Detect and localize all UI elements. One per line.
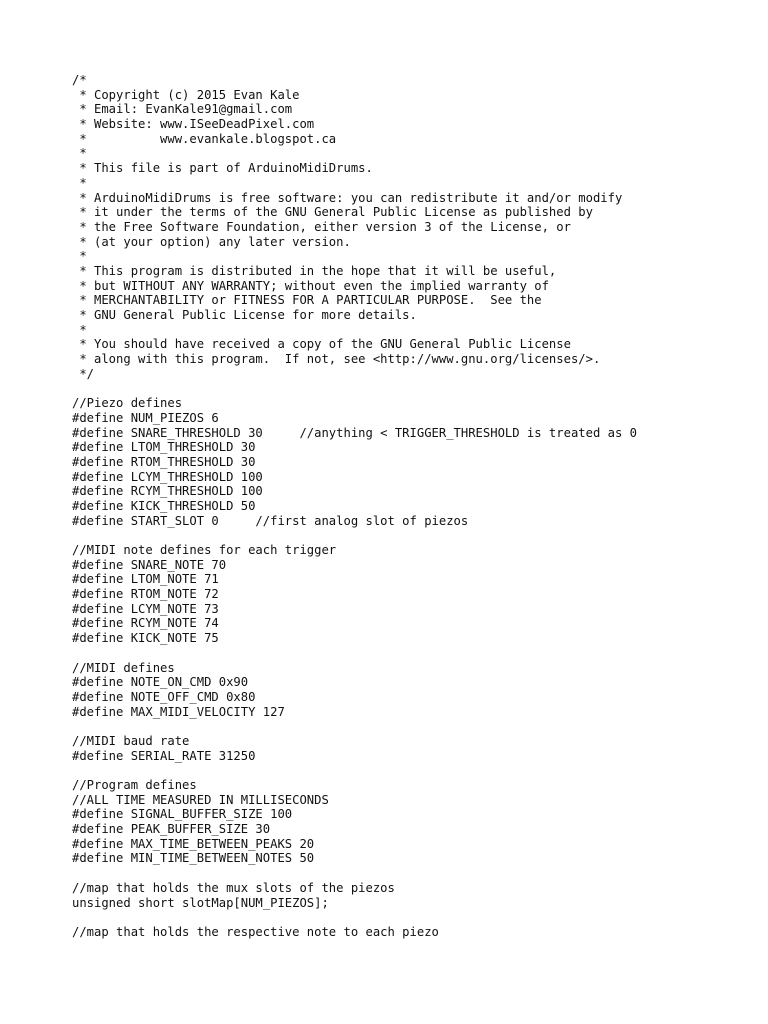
code-line: unsigned short slotMap[NUM_PIEZOS]; (72, 895, 329, 910)
code-line: //Program defines (72, 778, 197, 792)
code-line: #define LTOM_NOTE 71 (72, 572, 219, 587)
code-line: /* (72, 73, 87, 87)
code-line: * it under the terms of the GNU General Public License as published by (72, 205, 593, 220)
code-line: * (72, 322, 87, 337)
code-line: #define PEAK_BUFFER_SIZE 30 (72, 822, 271, 837)
code-line: #define SNARE_THRESHOLD 30 //anything < TRIGGER_THRESHOLD is treated as 0 (72, 425, 637, 440)
code-line: * (72, 175, 87, 190)
code-line: #define LCYM_THRESHOLD 100 (72, 469, 263, 484)
code-line: #define LCYM_NOTE 73 (72, 601, 219, 616)
code-line: * (at your option) any later version. (72, 234, 351, 249)
code-line: //map that holds the respective note to each piezo (72, 924, 439, 939)
code-line: * Copyright (c) 2015 Evan Kale (72, 87, 300, 102)
code-line (72, 910, 752, 925)
code-line: //MIDI defines (72, 660, 175, 675)
code-line: * (72, 146, 87, 161)
code-line: * This file is part of ArduinoMidiDrums. (72, 161, 373, 176)
code-line (72, 528, 752, 543)
code-line: //ALL TIME MEASURED IN MILLISECONDS (72, 792, 329, 807)
code-line: #define MIN_TIME_BETWEEN_NOTES 50 (72, 851, 315, 866)
code-line: * This program is distributed in the hope that it will be useful, (72, 263, 557, 278)
code-line: * (72, 249, 87, 264)
code-line: #define MAX_MIDI_VELOCITY 127 (72, 704, 285, 719)
code-line (72, 646, 752, 661)
code-line: */ (72, 366, 95, 381)
code-line: * but WITHOUT ANY WARRANTY; without even the implied warranty of (72, 278, 549, 293)
code-line: * the Free Software Foundation, either version 3 of the License, or (72, 219, 571, 234)
code-line: //MIDI note defines for each trigger (72, 543, 337, 557)
code-line: #define KICK_NOTE 75 (72, 631, 219, 646)
code-line: #define MAX_TIME_BETWEEN_PEAKS 20 (72, 836, 315, 851)
code-line: //Piezo defines (72, 396, 183, 411)
code-line: * along with this program. If not, see <http://www.gnu.org/licenses/>. (72, 352, 601, 367)
code-line: * GNU General Public License for more details. (72, 308, 417, 322)
code-line: * Website: www.ISeeDeadPixel.com (72, 117, 315, 132)
code-line: //MIDI baud rate (72, 733, 190, 748)
code-line: * MERCHANTABILITY or FITNESS FOR A PARTICULAR PURPOSE. See the (72, 293, 542, 308)
code-line: #define NUM_PIEZOS 6 (72, 410, 219, 425)
code-line: #define NOTE_ON_CMD 0x90 (72, 675, 249, 690)
code-line: #define RCYM_THRESHOLD 100 (72, 484, 263, 499)
code-line: #define RTOM_NOTE 72 (72, 587, 219, 602)
code-line (72, 381, 752, 396)
code-line: #define SIGNAL_BUFFER_SIZE 100 (72, 807, 293, 822)
code-line (72, 719, 752, 734)
code-line (72, 866, 752, 881)
code-line: * Email: EvanKale91@gmail.com (72, 102, 293, 117)
code-line: #define RTOM_THRESHOLD 30 (72, 454, 256, 469)
code-line: * ArduinoMidiDrums is free software: you can redistribute it and/or modify (72, 190, 623, 205)
code-line: #define SERIAL_RATE 31250 (72, 748, 256, 763)
code-line: #define KICK_THRESHOLD 50 (72, 498, 256, 513)
code-line: //map that holds the mux slots of the piezos (72, 880, 395, 895)
code-line: * You should have received a copy of the GNU General Public License (72, 337, 571, 352)
code-line: #define START_SLOT 0 //first analog slot of piezos (72, 513, 469, 528)
code-line: #define LTOM_THRESHOLD 30 (72, 440, 256, 455)
code-page (72, 73, 752, 940)
code-line: #define RCYM_NOTE 74 (72, 616, 219, 631)
code-line (72, 763, 752, 778)
code-line: #define SNARE_NOTE 70 (72, 557, 227, 572)
code-line: * www.evankale.blogspot.ca (72, 131, 337, 146)
code-line: #define NOTE_OFF_CMD 0x80 (72, 689, 256, 704)
